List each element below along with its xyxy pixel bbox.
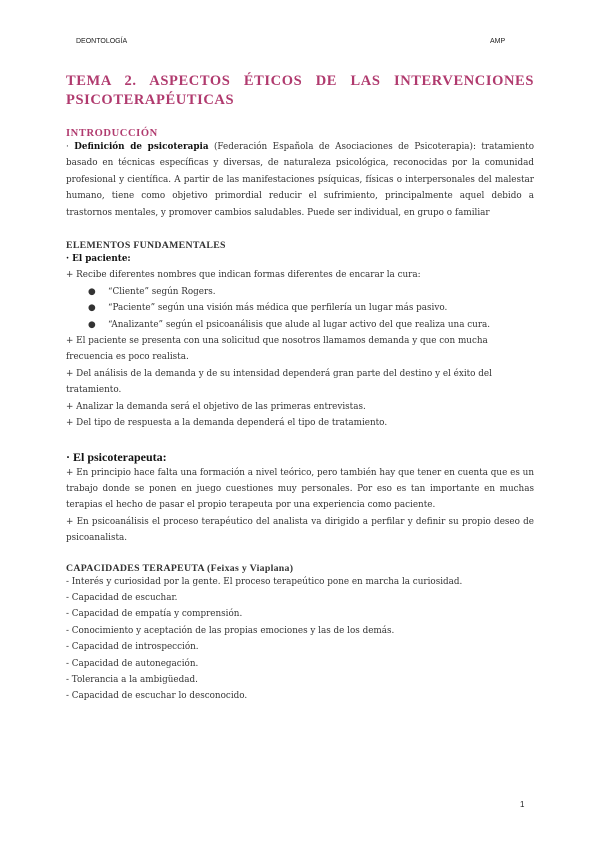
intro-heading: INTRODUCCIÓN — [66, 128, 158, 139]
list-item: ● “Cliente” según Rogers. — [88, 284, 534, 300]
bullet-icon: ● — [88, 303, 96, 314]
psicoterapeuta-paragraph-2: + En psicoanálisis el proceso terapéutico del analista va dirigido a perfilar y definir su propio deseo de psicoanalista. — [66, 516, 534, 544]
paciente-paragraph-4: + Del tipo de respuesta a la demanda dependerá el tipo de tratamiento. — [66, 418, 388, 429]
psicoterapeuta-heading: · El psicoterapeuta: — [66, 449, 167, 464]
list-item: - Capacidad de introspección. — [66, 642, 199, 653]
list-item: - Capacidad de autonegación. — [66, 658, 199, 669]
intro-paragraph — [66, 139, 534, 221]
list-item: ● “Analizante” según el psicoanálisis que alude al lugar activo del que realiza una cura. — [88, 317, 534, 333]
list-item: ● “Paciente” según una visión más médica que perfilería un lugar más pasivo. — [88, 300, 534, 316]
bullet-icon: ● — [88, 286, 96, 297]
list-item: - Tolerancia a la ambigüedad. — [66, 674, 198, 685]
list-item: - Interés y curiosidad por la gente. El proceso terapeútico pone en marcha la curiosidad. — [66, 576, 463, 587]
header-left: DEONTOLOGÍA — [76, 38, 128, 45]
paciente-bullet-list — [66, 284, 534, 333]
capacidades-list — [66, 574, 534, 705]
paciente-heading: · El paciente: — [66, 254, 131, 265]
list-item: - Capacidad de escuchar. — [66, 592, 178, 603]
intro-term: Definición de psicoterapia — [74, 142, 209, 152]
psicoterapeuta-paragraph-1: + En principio hace falta una formación a nivel teórico, pero también hay que tener en cuenta que es un trabajo donde se ponen en juego cuestiones muy personales. Por eso es tan importante en muchas terapias el hecho de pasar el propio terapeuta por una experiencia como paciente. — [66, 467, 534, 511]
list-item: - Capacidad de empatía y comprensión. — [66, 609, 243, 620]
intro-text: (Federación Española de Asociaciones de Psicoterapia): tratamiento basado en técnicas específicas y diversas, de naturaleza psicológica, reconocidas por la comunidad profesional y científica. A partir de las manifestaciones psíquicas, físicas o interpersonales del malestar humano, tiene como objetivo primordial reducir el sufrimiento, principalmente aquel debido a trastornos mentales, y promover cambios saludables. Puede ser individual, en grupo o familiar — [66, 142, 534, 218]
paciente-paragraph-1: + El paciente se presenta con una solicitud que nosotros llamamos demanda y que con mucha frecuencia es poco realista. — [66, 336, 488, 363]
document-title — [66, 72, 534, 110]
header-right: AMP — [490, 38, 506, 45]
title-line-2: PSICOTERAPÉUTICAS — [66, 92, 235, 108]
paciente-line-1: + Recibe diferentes nombres que indican formas diferentes de encarar la cura: — [66, 270, 421, 281]
page-number: 1 — [520, 800, 525, 809]
list-item: - Capacidad de escuchar lo desconocido. — [66, 691, 248, 702]
capacidades-heading: CAPACIDADES TERAPEUTA (Feixas y Viaplana) — [66, 562, 294, 574]
title-line-1: TEMA 2. ASPECTOS ÉTICOS DE LAS INTERVENCIONES — [66, 73, 534, 89]
paciente-paragraph-2: + Del análisis de la demanda y de su intensidad dependerá gran parte del destino y el éxito del tratamiento. — [66, 368, 492, 396]
paciente-paragraph-3: + Analizar la demanda será el objetivo de las primeras entrevistas. — [66, 401, 366, 412]
bullet-icon: ● — [88, 319, 96, 330]
elementos-heading: ELEMENTOS FUNDAMENTALES — [66, 240, 226, 252]
document-body — [66, 72, 534, 705]
list-item: - Conocimiento y aceptación de las propias emociones y las de los demás. — [66, 625, 395, 636]
intro-prefix: · — [66, 142, 75, 152]
